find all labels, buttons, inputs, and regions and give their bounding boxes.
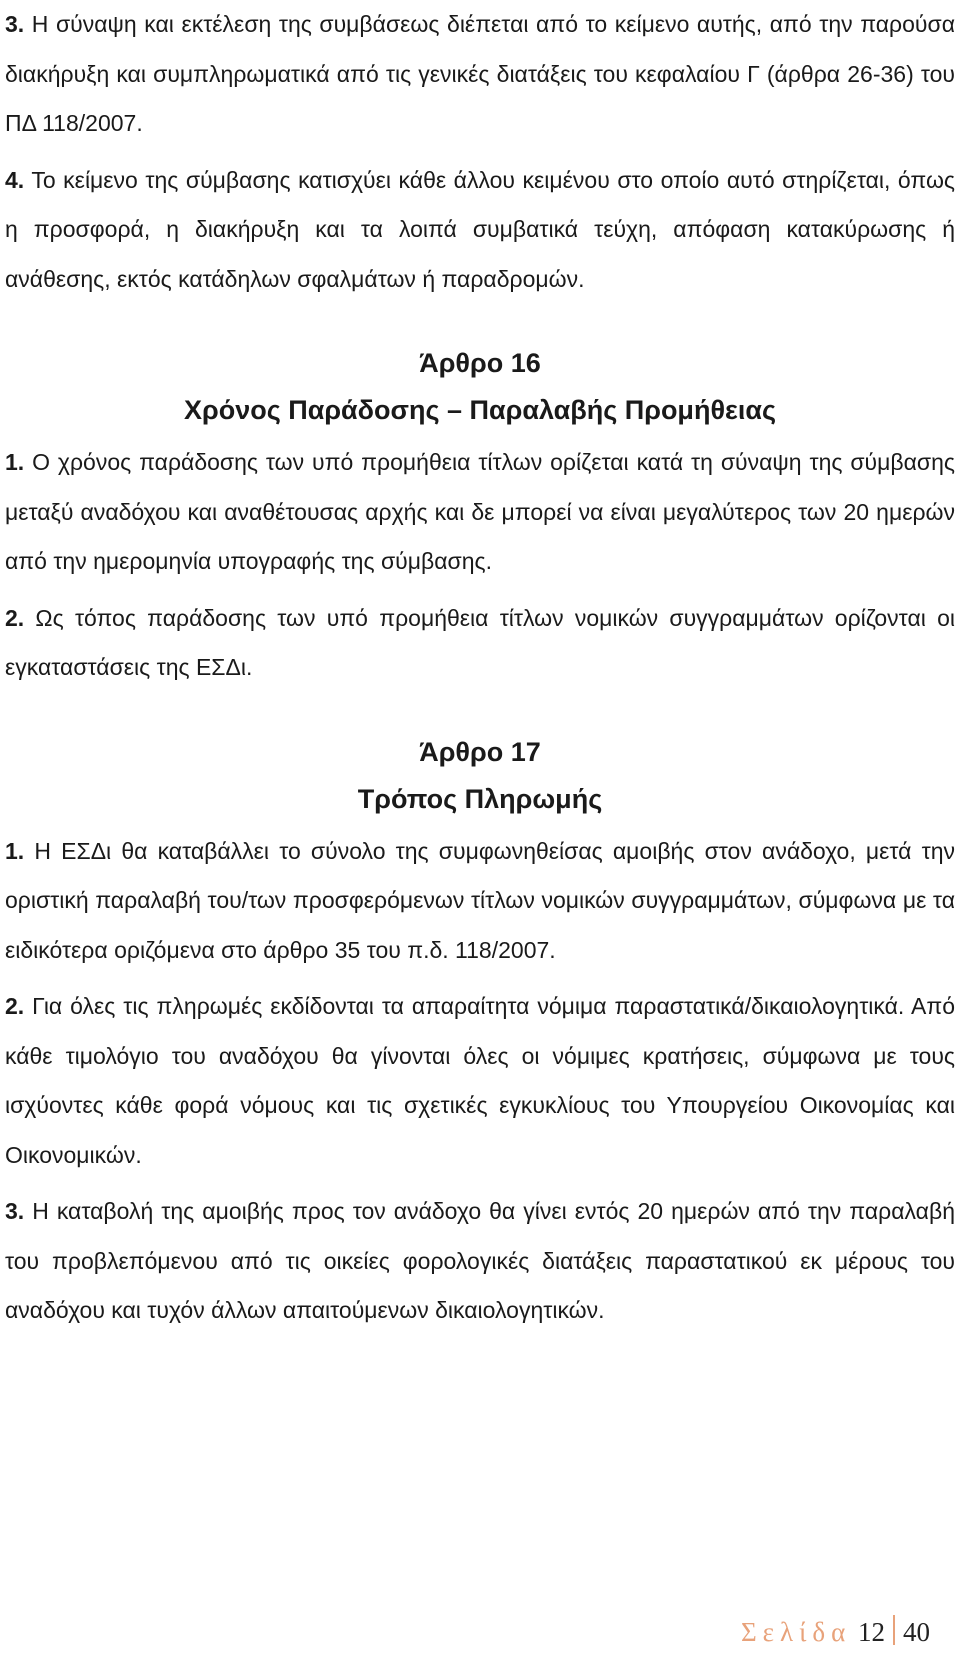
paragraph-number: 2. [5, 993, 25, 1019]
article-17-paragraph-1 [5, 827, 955, 976]
article-heading: Άρθρο 16 [419, 348, 541, 378]
paragraph-3 [5, 0, 955, 149]
paragraph-text: Το κείμενο της σύμβασης κατισχύει κάθε άλλου κειμένου στο οποίο αυτό στηρίζεται, όπως η προσφορά, η διακήρυξη και τα λοιπά συμβατικά τεύχη, απόφαση κατακύρωσης ή ανάθεσης, εκτός κατάδηλων σφαλμάτων ή παραδρομών. [5, 166, 955, 292]
page-word: Σελίδα [740, 1617, 852, 1647]
paragraph-number: 3. [5, 1198, 25, 1224]
paragraph-text: Για όλες τις πληρωμές εκδίδονται τα απαραίτητα νόμιμα παραστατικά/δικαιολογητικά. Από κάθε τιμολόγιο του αναδόχου θα γίνονται όλες οι νόμιμες κρατήσεις, σύμφωνα με τους ισχύοντες κάθε φορά νόμους και τις σχετικές εγκυκλίους του Υπουργείου Οικονομίας και Οικονομικών. [5, 993, 955, 1168]
page-total: 40 [903, 1617, 930, 1647]
paragraph-4 [5, 156, 955, 305]
article-title: Χρόνος Παράδοσης – Παραλαβής Προμήθειας [184, 395, 776, 425]
page-footer [741, 1615, 930, 1649]
paragraph-text: Ο χρόνος παράδοσης των υπό προμήθεια τίτλων ορίζεται κατά τη σύναψη της σύμβασης μεταξύ αναδόχου και αναθέτουσας αρχής και δε μπορεί να είναι μεγαλύτερος των 20 ημερών από την ημερομηνία υπογραφής της σύμβασης. [5, 449, 955, 574]
paragraph-number: 4. [5, 166, 25, 193]
paragraph-text: Η ΕΣΔι θα καταβάλλει το σύνολο της συμφωνηθείσας αμοιβής στον ανάδοχο, μετά την οριστική παραλαβή του/των προσφερόμενων τίτλων νομικών συγγραμμάτων, σύμφωνα με τα ειδικότερα οριζόμενα στο άρθρο 35 του π.δ. 118/2007. [5, 837, 955, 963]
paragraph-text: Η σύναψη και εκτέλεση της συμβάσεως διέπεται από το κείμενο αυτής, από την παρούσα διακήρυξη και συμπληρωματικά από τις γενικές διατάξεις του κεφαλαίου Γ (άρθρα 26-36) του ΠΔ 118/2007. [5, 11, 955, 136]
article-16-paragraph-1 [5, 438, 955, 587]
article-17-paragraph-3 [5, 1187, 955, 1336]
document-page [5, 0, 955, 1336]
paragraph-number: 1. [5, 837, 25, 864]
article-17-header [5, 729, 955, 823]
article-17-paragraph-2 [5, 982, 955, 1180]
paragraph-number: 3. [5, 11, 25, 37]
article-16-header [5, 340, 955, 434]
paragraph-number: 1. [5, 449, 25, 475]
article-16-paragraph-2 [5, 594, 955, 693]
paragraph-text: Ως τόπος παράδοσης των υπό προμήθεια τίτλων νομικών συγγραμμάτων ορίζονται οι εγκαταστάσεις της ΕΣΔι. [5, 604, 955, 680]
article-heading: Άρθρο 17 [419, 736, 541, 767]
paragraph-text: Η καταβολή της αμοιβής προς τον ανάδοχο θα γίνει εντός 20 ημερών από την παραλαβή του προβλεπόμενου από τις οικείες φορολογικές διατάξεις παραστατικού εκ μέρους του αναδόχου και τυχόν άλλων απαιτούμενων δικαιολογητικών. [5, 1198, 955, 1323]
paragraph-number: 2. [5, 604, 25, 631]
article-title: Τρόπος Πληρωμής [357, 783, 603, 814]
footer-divider [893, 1615, 895, 1645]
page-number: 12 [858, 1617, 885, 1647]
